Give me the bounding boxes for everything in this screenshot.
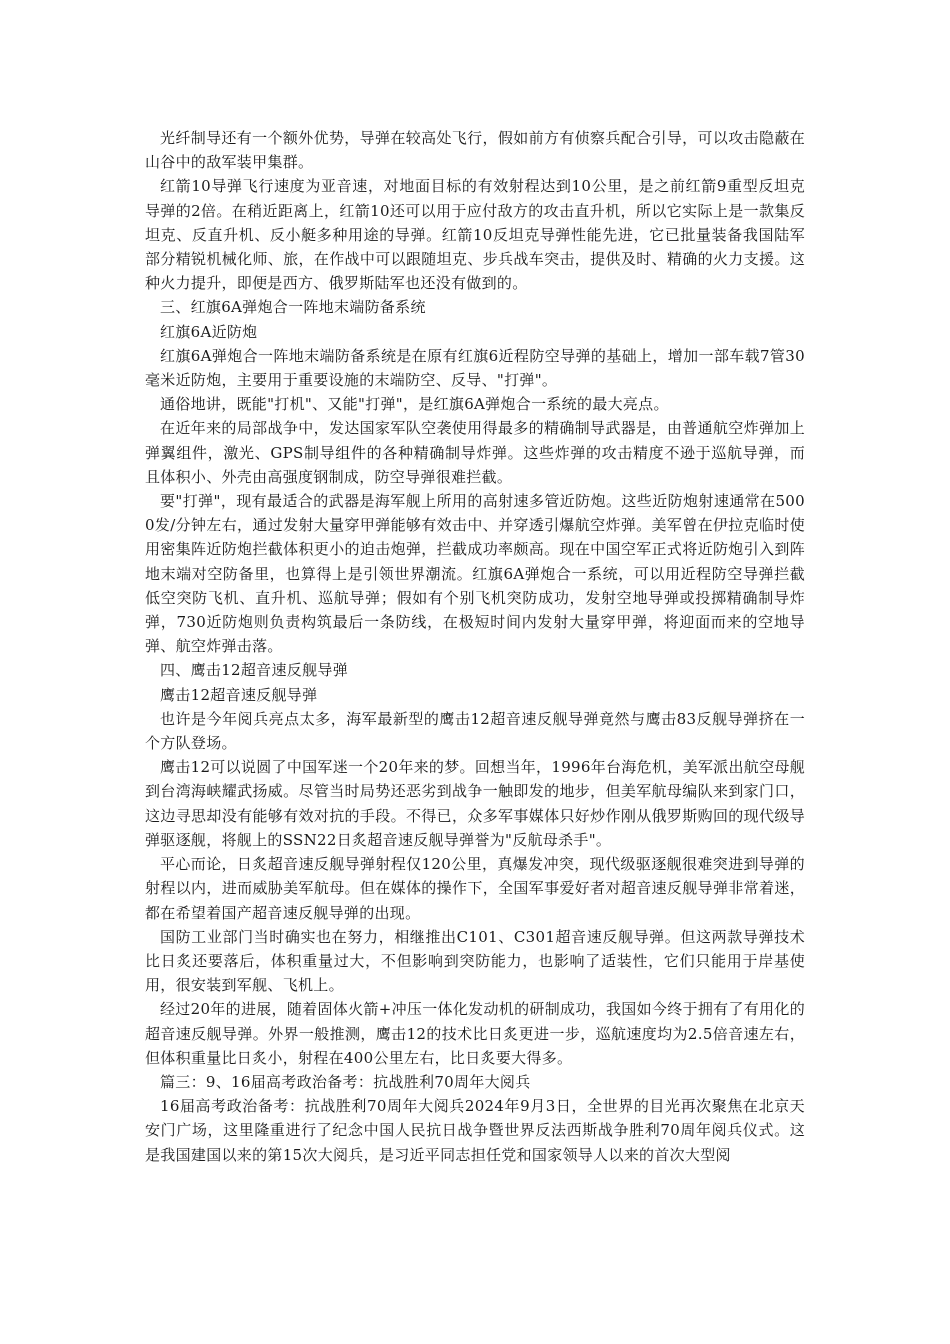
- paragraph-precision-bombs: 在近年来的局部战争中，发达国家军队空袭使用得最多的精确制导武器是，由普通航空炸弹加上弹翼组件，激光、GPS制导组件的各种精确制导炸弹。这些炸弹的攻击精度不逊于巡航导弹，而且体积小、外壳由高强度钢制成，防空导弹很难拦截。: [145, 419, 805, 486]
- subheading-hongqi-6a-ciws: 红旗6A近防炮: [160, 322, 258, 341]
- paragraph-20-years-progress: 经过20年的进展，随着固体火箭+冲压一体化发动机的研制成功，我国如今终于拥有了有用化的超音速反舰导弹。外界一般推测，鹰击12的技术比日炙更进一步，巡航速度均为2.5倍音速左右，但体积重量比日炙小，射程在400公里左右，比日炙要大得多。: [145, 1000, 805, 1067]
- subheading-yingji-12: 鹰击12超音速反舰导弹: [160, 685, 318, 704]
- paragraph-parade-intro: 16届高考政治备考：抗战胜利70周年大阅兵2024年9月3日，全世界的目光再次聚焦在北京天安门广场，这里隆重进行了纪念中国人民抗日战争暨世界反法西斯战争胜利70周年阅兵仪式。这是我国建国以来的第15次大阅兵，是习近平同志担任党和国家领导人以来的首次大型阅: [145, 1097, 805, 1164]
- paragraph-hongqi-6a-highlight: 通俗地讲，既能"打机"、又能"打弹"，是红旗6A弹炮合一系统的最大亮点。: [160, 395, 669, 414]
- section-heading-yingji-12: 四、鹰击12超音速反舰导弹: [160, 661, 348, 680]
- section-heading-part-three: 篇三：9、16届高考政治备考：抗战胜利70周年大阅兵: [160, 1072, 531, 1091]
- section-heading-hongqi-6a: 三、红旗6A弹炮合一阵地末端防备系统: [160, 298, 426, 317]
- document-page: [145, 126, 805, 1167]
- paragraph-yingji-12-parade: 也许是今年阅兵亮点太多，海军最新型的鹰击12超音速反舰导弹竟然与鹰击83反舰导弹挤在一个方队登场。: [145, 709, 805, 753]
- paragraph-c101-c301: 国防工业部门当时确实也在努力，相继推出C101、C301超音速反舰导弹。但这两款导弹技术比日炙还要落后，体积重量过大，不但影响到突防能力，也影响了适装性，它们只能用于岸基使用，很安装到军舰、飞机上。: [145, 927, 805, 995]
- paragraph-fiber-guidance: 光纤制导还有一个额外优势，导弹在较高处飞行，假如前方有侦察兵配合引导，可以攻击隐蔽在山谷中的敌军装甲集群。: [145, 129, 805, 172]
- paragraph-hongqi-6a-intro: 红旗6A弹炮合一阵地末端防备系统是在原有红旗6近程防空导弹的基础上，增加一部车载7管30毫米近防炮，主要用于重要设施的末端防空、反导、"打弹"。: [145, 346, 805, 390]
- paragraph-ciws-details: 要"打弹"，现有最适合的武器是海军舰上所用的高射速多管近防炮。这些近防炮射速通常在5000发/分钟左右，通过发射大量穿甲弹能够有效击中、并穿透引爆航空炸弹。美军曾在伊拉克临时使用密集阵近防炮拦截体积更小的迫击炮弹，拦截成功率颇高。现在中国空军正式将近防炮引入到阵地末端对空防备里，也算得上是引领世界潮流。红旗6A弹炮合一系统，可以用近程防空导弹拦截低空突防飞机、直升机、巡航导弹；假如有个别飞机突防成功，发射空地导弹或投掷精确制导炸弹，730近防炮则负责构筑最后一条防线，在极短时间内发射大量穿甲弹，将迎面而来的空地导弹、航空炸弹击落。: [145, 492, 805, 656]
- paragraph-yingji-12-dream: 鹰击12可以说圆了中国军迷一个20年来的梦。回想当年，1996年台海危机，美军派出航空母舰到台湾海峡耀武扬威。尽管当时局势还恶劣到战争一触即发的地步，但美军航母编队来到家门口，这边寻思却没有能够有效对抗的手段。不得已，众多军事媒体只好炒作刚从俄罗斯购回的现代级导弹驱逐舰，将舰上的SSN22日炙超音速反舰导弹誉为"反航母杀手"。: [145, 758, 805, 849]
- paragraph-hongjian-10: 红箭10导弹飞行速度为亚音速，对地面目标的有效射程达到10公里，是之前红箭9重型反坦克导弹的2倍。在稍近距离上，红箭10还可以用于应付敌方的攻击直升机，所以它实际上是一款集反坦克、反直升机、反小艇多种用途的导弹。红箭10反坦克导弹性能先进，它已批量装备我国陆军部分精锐机械化师、旅，在作战中可以跟随坦克、步兵战车突击，提供及时、精确的火力支援。这种火力提升，即便是西方、俄罗斯陆军也还没有做到的。: [145, 177, 805, 293]
- paragraph-sunburn-range: 平心而论，日炙超音速反舰导弹射程仅120公里，真爆发冲突，现代级驱逐舰很难突进到导弹的射程以内，进而威胁美军航母。但在媒体的操作下，全国军事爱好者对超音速反舰导弹非常着迷，都在希望着国产超音速反舰导弹的出现。: [145, 855, 805, 922]
